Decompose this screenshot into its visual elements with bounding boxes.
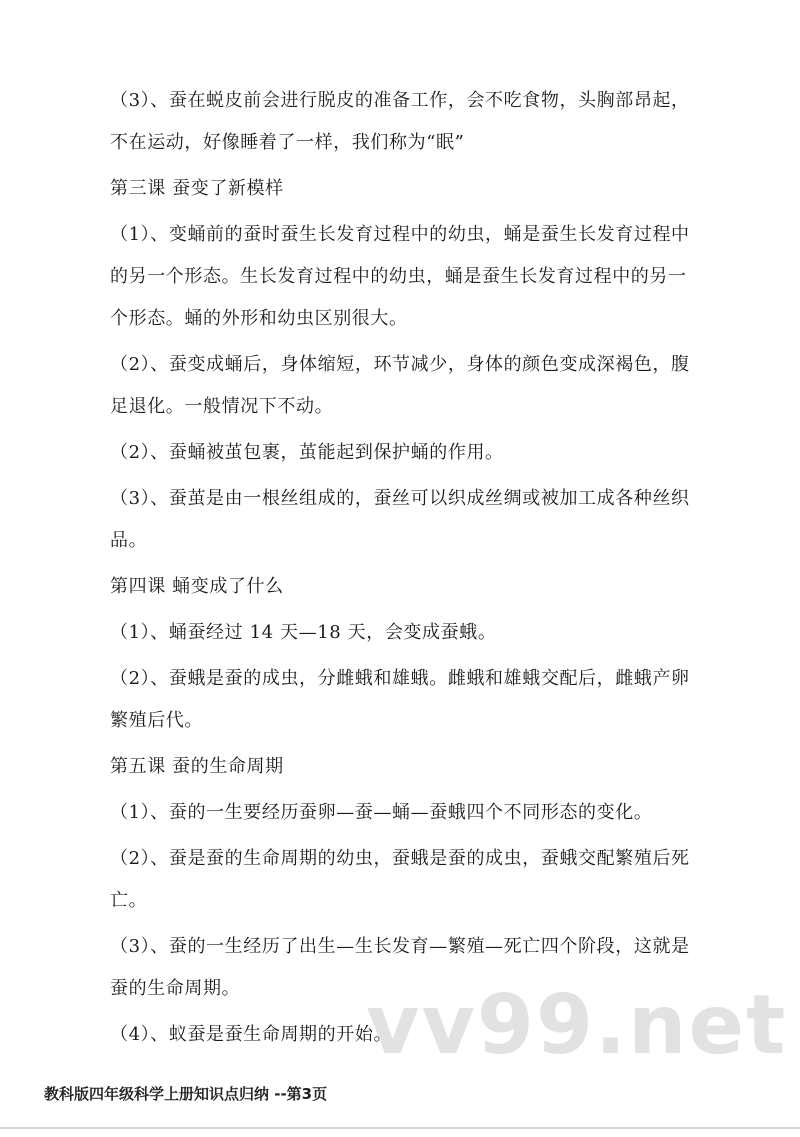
paragraph-item: （3）、蚕的一生经历了出生—生长发育—繁殖—死亡四个阶段，这就是蚕的生命周期。: [110, 936, 690, 999]
paragraph-item: （2）、蚕蛾是蚕的成虫，分雌蛾和雄蛾。雌蛾和雄蛾交配后，雌蛾产卵繁殖后代。: [110, 668, 690, 731]
paragraph-item: （2）、蚕是蚕的生命周期的幼虫，蚕蛾是蚕的成虫，蚕蛾交配繁殖后死亡。: [110, 848, 690, 911]
section-heading: 第五课 蚕的生命周期: [110, 756, 284, 777]
paragraph-item: （2）、蚕变成蛹后，身体缩短，环节减少，身体的颜色变成深褐色，腹足退化。一般情况下不动。: [110, 354, 690, 417]
paragraph-item: （2）、蚕蛹被茧包裹，茧能起到保护蛹的作用。: [110, 442, 504, 463]
section-heading: 第四课 蛹变成了什么: [110, 576, 284, 597]
paragraph-item: （4）、蚁蚕是蚕生命周期的开始。: [110, 1024, 393, 1045]
paragraph-item: （1）、蚕的一生要经历蚕卵—蚕—蛹—蚕蛾四个不同形态的变化。: [110, 802, 653, 823]
paragraph-item: （3）、蚕茧是由一根丝组成的，蚕丝可以织成丝绸或被加工成各种丝织品。: [110, 488, 690, 551]
paragraph-item: （1）、变蛹前的蚕时蚕生长发育过程中的幼虫，蛹是蚕生长发育过程中的另一个形态。生长发育过程中的幼虫，蛹是蚕生长发育过程中的另一个形态。蛹的外形和幼虫区别很大。: [110, 224, 690, 329]
paragraph-item: （1）、蛹蚕经过 14 天—18 天，会变成蚕蛾。: [110, 622, 497, 643]
watermark: vv99.net: [366, 978, 788, 1073]
page-footer: 教科版四年级科学上册知识点归纳 --第3页: [44, 1085, 328, 1103]
paragraph-item: （3）、蚕在蜕皮前会进行脱皮的准备工作，会不吃食物，头胸部昂起，不在运动，好像睡着了一样，我们称为“眠”: [110, 90, 690, 153]
document-body: [110, 80, 700, 1060]
section-heading: 第三课 蚕变了新模样: [110, 178, 284, 199]
page-bottom-divider: [0, 1127, 800, 1129]
